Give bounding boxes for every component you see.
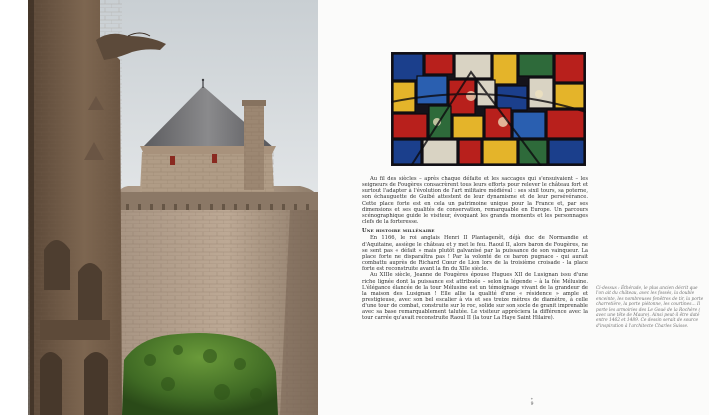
folio-ornament: ✦	[530, 397, 534, 401]
stained-glass-window-photo-icon	[391, 52, 586, 166]
paragraph-lusignan: Au XIIIe siècle, Jeanne de Fougères épouse Hugues XII de Lusignan issu d'une riche lignée dont la puissance est attribuée – selon la légende – à la fée Mélusine. L'élégance élancée de la tour Mélusine est un témoignage vivant de la grandeur de la maison des Lusignan ! Elle allie la qualité d'une « résidence » ample et prestigieuse, avec son bel escalier à vis et ses treize mètres de diamètre, à celle d'une tour de combat, construite sur le roc, solide sur son socle de granit imprenable avec sa base remarquablement talutée. Le visiteur appréciera la différence avec la tour carrée qu'avait reconstruite Raoul II (la tour La Haye Saint Hilaire).	[362, 272, 588, 322]
paragraph-history: En 1166, le roi anglais Henri II Plantagenêt, déjà duc de Normandie et d'Aquitaine, assiège le château et y met le feu. Raoul II, alors baron de Fougères, ne se sent pas « défait » mais plutôt galvanisé par la puissance de son vainqueur. La place forte ne disparaîtra pas ! Par la volonté de ce baron pugnace - qui aurait combattu auprès de Richard Cœur de Lion lors de la troisième croisade - la place forte est reconstruite avant la fin du XIIe siècle.	[362, 235, 588, 273]
stained-glass-photograph	[391, 52, 586, 166]
image-caption: Ci-dessus : Éthérade, le plus ancien décrit que l'on ait du château, avec les fossés, la double enceinte, les nombreuses fenêtres de tir, la porte charretière, la porte piétonne, les courtines… Il porte les armoiries des Le Goué de la Rochère ( avec une tête de Maure). Ainsi peut-il être daté entre 1462 et 1489. Ce dessin serait de source d'inspiration à l'architecte Charles Suisse.	[596, 286, 704, 329]
castle-tower-photo-icon	[0, 0, 318, 415]
castle-photograph	[0, 0, 318, 415]
article-body	[362, 176, 588, 322]
paragraph-intro: Au fil des siècles – après chaque défaite et les saccages qui s'ensuivaient – les seigneurs de Fougères consacrèrent tous leurs efforts pour relever le château fort et surtout l'adapter à l'évolution de l'art militaire médiéval : ses sixil tours, sa poterne, son échauguette de Guibé attestent de leur dynamisme et de leur persévérance. Cette place forte est en cela un patrimoine unique pour la France et, par ses dimensions et ses qualités de conservation, remarquable en Europe. Un parcours scénographique guide le visiteur, évoquant les grands moments et les personnages clefs de la forteresse.	[362, 176, 588, 226]
folio-number: 9	[530, 402, 534, 407]
page-number	[522, 397, 542, 407]
section-heading: Une histoire millénaire	[362, 228, 435, 235]
